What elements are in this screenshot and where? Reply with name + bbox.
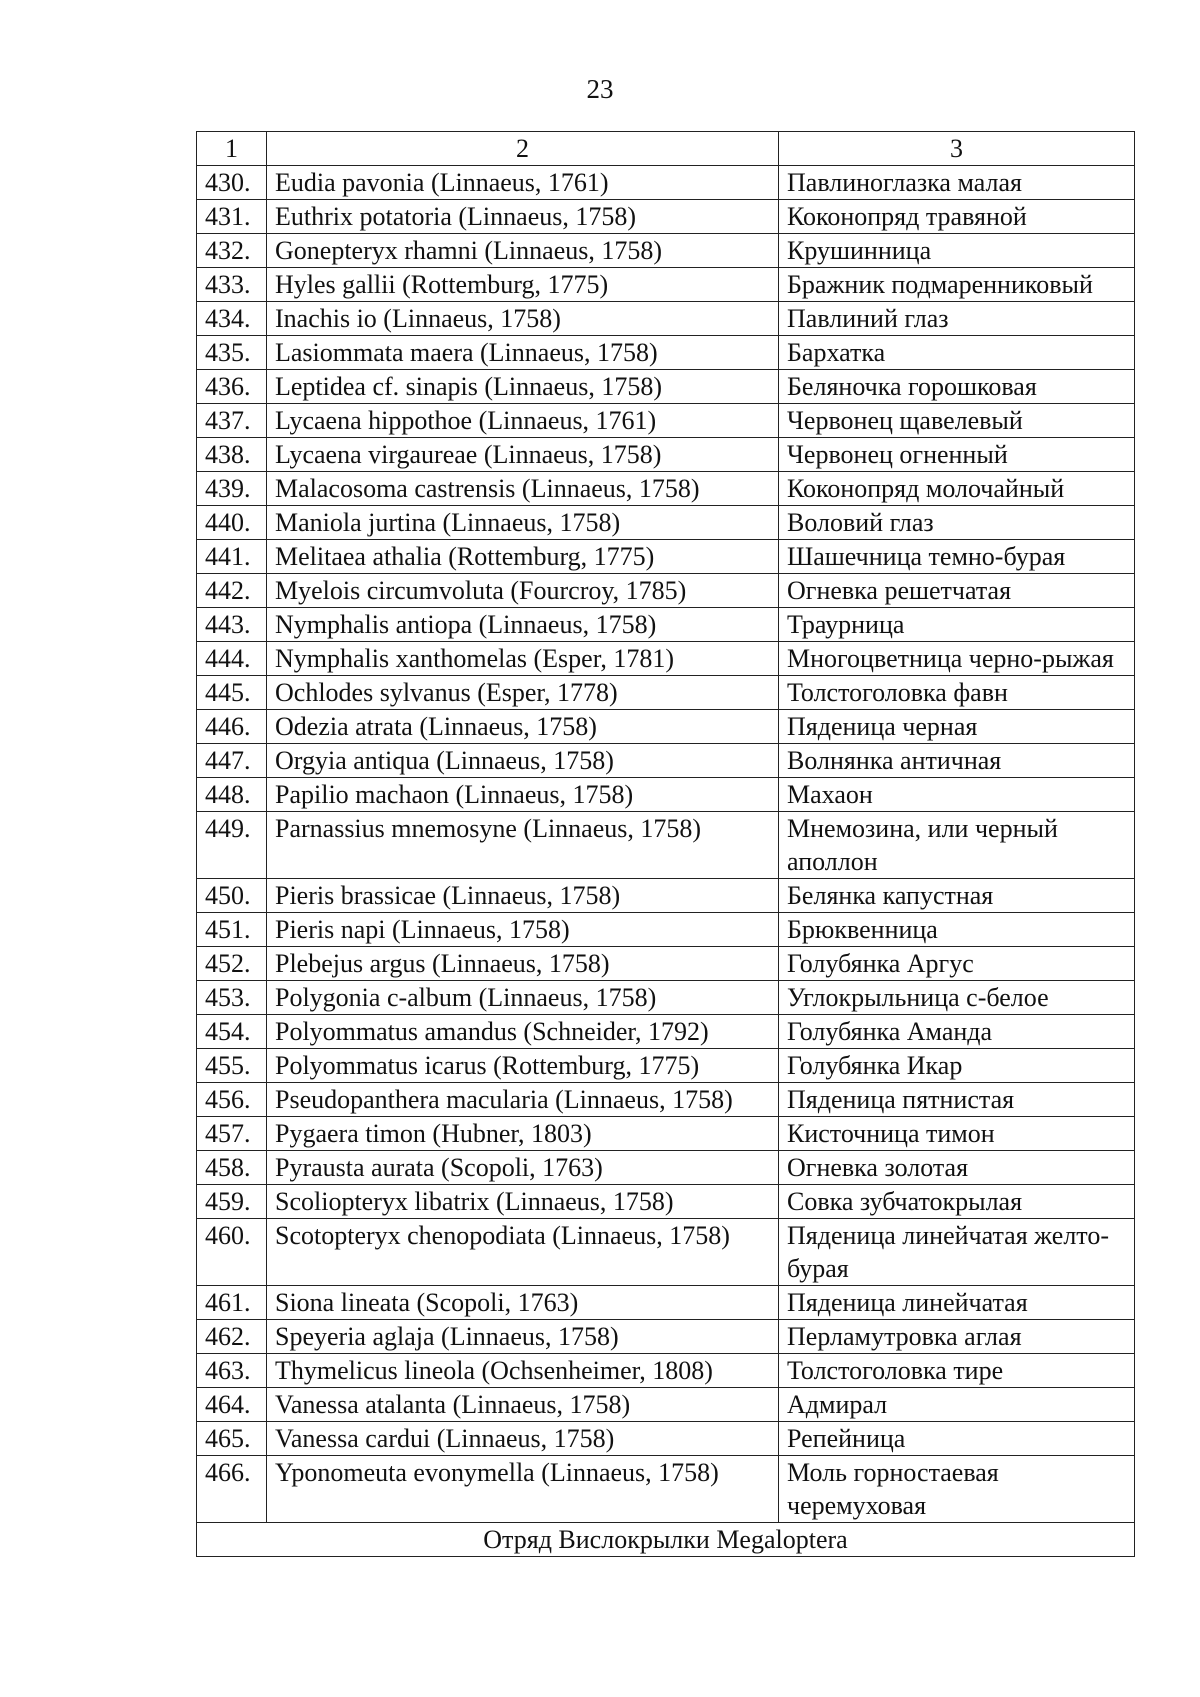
latin-name: Scoliopteryx libatrix (Linnaeus, 1758) — [267, 1185, 779, 1219]
russian-name: Адмирал — [779, 1388, 1135, 1422]
table-row — [197, 1219, 1135, 1286]
row-number: 434. — [197, 302, 267, 336]
table-row — [197, 710, 1135, 744]
table-row — [197, 608, 1135, 642]
russian-name: Махаон — [779, 778, 1135, 812]
row-number: 457. — [197, 1117, 267, 1151]
row-number: 465. — [197, 1422, 267, 1456]
latin-name: Speyeria aglaja (Linnaeus, 1758) — [267, 1320, 779, 1354]
latin-name: Plebejus argus (Linnaeus, 1758) — [267, 947, 779, 981]
table-row — [197, 234, 1135, 268]
row-number: 466. — [197, 1456, 267, 1523]
table-row — [197, 744, 1135, 778]
latin-name: Gonepteryx rhamni (Linnaeus, 1758) — [267, 234, 779, 268]
latin-name: Euthrix potatoria (Linnaeus, 1758) — [267, 200, 779, 234]
row-number: 453. — [197, 981, 267, 1015]
table-row — [197, 268, 1135, 302]
latin-name: Polygonia c-album (Linnaeus, 1758) — [267, 981, 779, 1015]
latin-name: Pieris napi (Linnaeus, 1758) — [267, 913, 779, 947]
latin-name: Melitaea athalia (Rottemburg, 1775) — [267, 540, 779, 574]
row-number: 452. — [197, 947, 267, 981]
latin-name: Pyrausta aurata (Scopoli, 1763) — [267, 1151, 779, 1185]
row-number: 437. — [197, 404, 267, 438]
row-number: 438. — [197, 438, 267, 472]
russian-name: Павлиний глаз — [779, 302, 1135, 336]
row-number: 430. — [197, 166, 267, 200]
latin-name: Polyommatus icarus (Rottemburg, 1775) — [267, 1049, 779, 1083]
row-number: 442. — [197, 574, 267, 608]
row-number: 461. — [197, 1286, 267, 1320]
russian-name: Крушинница — [779, 234, 1135, 268]
russian-name: Совка зубчатокрылая — [779, 1185, 1135, 1219]
table-row — [197, 1286, 1135, 1320]
latin-name: Myelois circumvoluta (Fourcroy, 1785) — [267, 574, 779, 608]
russian-name: Моль горностаевая черемуховая — [779, 1456, 1135, 1523]
latin-name: Pieris brassicae (Linnaeus, 1758) — [267, 879, 779, 913]
latin-name: Papilio machaon (Linnaeus, 1758) — [267, 778, 779, 812]
russian-name: Голубянка Аргус — [779, 947, 1135, 981]
table-row — [197, 506, 1135, 540]
latin-name: Vanessa atalanta (Linnaeus, 1758) — [267, 1388, 779, 1422]
latin-name: Polyommatus amandus (Schneider, 1792) — [267, 1015, 779, 1049]
row-number: 444. — [197, 642, 267, 676]
russian-name: Червонец щавелевый — [779, 404, 1135, 438]
column-header-number: 1 — [197, 132, 267, 166]
russian-name: Бархатка — [779, 336, 1135, 370]
table-row — [197, 472, 1135, 506]
russian-name: Павлиноглазка малая — [779, 166, 1135, 200]
table-header-row — [197, 132, 1135, 166]
row-number: 462. — [197, 1320, 267, 1354]
latin-name: Pygaera timon (Hubner, 1803) — [267, 1117, 779, 1151]
table-row — [197, 947, 1135, 981]
table-row — [197, 676, 1135, 710]
russian-name: Брюквенница — [779, 913, 1135, 947]
page-number: 23 — [586, 74, 614, 104]
latin-name: Thymelicus lineola (Ochsenheimer, 1808) — [267, 1354, 779, 1388]
row-number: 459. — [197, 1185, 267, 1219]
row-number: 455. — [197, 1049, 267, 1083]
latin-name: Leptidea cf. sinapis (Linnaeus, 1758) — [267, 370, 779, 404]
row-number: 439. — [197, 472, 267, 506]
row-number: 463. — [197, 1354, 267, 1388]
russian-name: Пяденица линейчатая желто-бурая — [779, 1219, 1135, 1286]
row-number: 456. — [197, 1083, 267, 1117]
russian-name: Пяденица линейчатая — [779, 1286, 1135, 1320]
row-number: 435. — [197, 336, 267, 370]
row-number: 445. — [197, 676, 267, 710]
latin-name: Eudia pavonia (Linnaeus, 1761) — [267, 166, 779, 200]
table-row — [197, 642, 1135, 676]
row-number: 451. — [197, 913, 267, 947]
russian-name: Белянка капустная — [779, 879, 1135, 913]
table-row — [197, 404, 1135, 438]
latin-name: Nymphalis xanthomelas (Esper, 1781) — [267, 642, 779, 676]
table-row — [197, 574, 1135, 608]
russian-name: Голубянка Аманда — [779, 1015, 1135, 1049]
russian-name: Пяденица пятнистая — [779, 1083, 1135, 1117]
latin-name: Inachis io (Linnaeus, 1758) — [267, 302, 779, 336]
order-heading: Отряд Вислокрылки Megaloptera — [197, 1523, 1135, 1557]
russian-name: Толстоголовка тире — [779, 1354, 1135, 1388]
latin-name: Orgyia antiqua (Linnaeus, 1758) — [267, 744, 779, 778]
russian-name: Огневка золотая — [779, 1151, 1135, 1185]
latin-name: Nymphalis antiopa (Linnaeus, 1758) — [267, 608, 779, 642]
latin-name: Hyles gallii (Rottemburg, 1775) — [267, 268, 779, 302]
latin-name: Vanessa cardui (Linnaeus, 1758) — [267, 1422, 779, 1456]
row-number: 432. — [197, 234, 267, 268]
column-header-latin-name: 2 — [267, 132, 779, 166]
row-number: 449. — [197, 812, 267, 879]
row-number: 454. — [197, 1015, 267, 1049]
russian-name: Огневка решетчатая — [779, 574, 1135, 608]
table-row — [197, 1354, 1135, 1388]
table-row — [197, 981, 1135, 1015]
table-row — [197, 1117, 1135, 1151]
latin-name: Pseudopanthera macularia (Linnaeus, 1758) — [267, 1083, 779, 1117]
order-heading-row — [197, 1523, 1135, 1557]
russian-name: Пяденица черная — [779, 710, 1135, 744]
table-row — [197, 879, 1135, 913]
row-number: 446. — [197, 710, 267, 744]
species-table — [196, 131, 1135, 1557]
table-row — [197, 812, 1135, 879]
table-row — [197, 1388, 1135, 1422]
latin-name: Maniola jurtina (Linnaeus, 1758) — [267, 506, 779, 540]
latin-name: Parnassius mnemosyne (Linnaeus, 1758) — [267, 812, 779, 879]
row-number: 460. — [197, 1219, 267, 1286]
table-row — [197, 302, 1135, 336]
russian-name: Бражник подмаренниковый — [779, 268, 1135, 302]
latin-name: Lycaena hippothoe (Linnaeus, 1761) — [267, 404, 779, 438]
russian-name: Беляночка горошковая — [779, 370, 1135, 404]
latin-name: Lasiommata maera (Linnaeus, 1758) — [267, 336, 779, 370]
species-table-body — [197, 132, 1135, 1557]
latin-name: Ochlodes sylvanus (Esper, 1778) — [267, 676, 779, 710]
table-row — [197, 200, 1135, 234]
russian-name: Волнянка античная — [779, 744, 1135, 778]
latin-name: Scotopteryx chenopodiata (Linnaeus, 1758) — [267, 1219, 779, 1286]
table-row — [197, 1151, 1135, 1185]
russian-name: Многоцветница черно-рыжая — [779, 642, 1135, 676]
latin-name: Odezia atrata (Linnaeus, 1758) — [267, 710, 779, 744]
table-row — [197, 540, 1135, 574]
latin-name: Siona lineata (Scopoli, 1763) — [267, 1286, 779, 1320]
russian-name: Коконопряд молочайный — [779, 472, 1135, 506]
russian-name: Толстоголовка фавн — [779, 676, 1135, 710]
russian-name: Червонец огненный — [779, 438, 1135, 472]
row-number: 443. — [197, 608, 267, 642]
russian-name: Воловий глаз — [779, 506, 1135, 540]
table-row — [197, 1185, 1135, 1219]
row-number: 433. — [197, 268, 267, 302]
table-row — [197, 1456, 1135, 1523]
table-row — [197, 336, 1135, 370]
table-row — [197, 913, 1135, 947]
latin-name: Yponomeuta evonymella (Linnaeus, 1758) — [267, 1456, 779, 1523]
table-row — [197, 1422, 1135, 1456]
table-row — [197, 1083, 1135, 1117]
table-row — [197, 778, 1135, 812]
row-number: 436. — [197, 370, 267, 404]
russian-name: Мнемозина, или черный аполлон — [779, 812, 1135, 879]
column-header-russian-name: 3 — [779, 132, 1135, 166]
table-row — [197, 1049, 1135, 1083]
russian-name: Голубянка Икар — [779, 1049, 1135, 1083]
row-number: 448. — [197, 778, 267, 812]
table-row — [197, 166, 1135, 200]
row-number: 441. — [197, 540, 267, 574]
table-row — [197, 1320, 1135, 1354]
russian-name: Перламутровка аглая — [779, 1320, 1135, 1354]
row-number: 431. — [197, 200, 267, 234]
russian-name: Репейница — [779, 1422, 1135, 1456]
row-number: 464. — [197, 1388, 267, 1422]
latin-name: Lycaena virgaureae (Linnaeus, 1758) — [267, 438, 779, 472]
table-row — [197, 370, 1135, 404]
russian-name: Траурница — [779, 608, 1135, 642]
table-row — [197, 1015, 1135, 1049]
row-number: 447. — [197, 744, 267, 778]
table-row — [197, 438, 1135, 472]
row-number: 440. — [197, 506, 267, 540]
russian-name: Коконопряд травяной — [779, 200, 1135, 234]
latin-name: Malacosoma castrensis (Linnaeus, 1758) — [267, 472, 779, 506]
russian-name: Углокрыльница с-белое — [779, 981, 1135, 1015]
russian-name: Кисточница тимон — [779, 1117, 1135, 1151]
russian-name: Шашечница темно-бурая — [779, 540, 1135, 574]
row-number: 458. — [197, 1151, 267, 1185]
row-number: 450. — [197, 879, 267, 913]
